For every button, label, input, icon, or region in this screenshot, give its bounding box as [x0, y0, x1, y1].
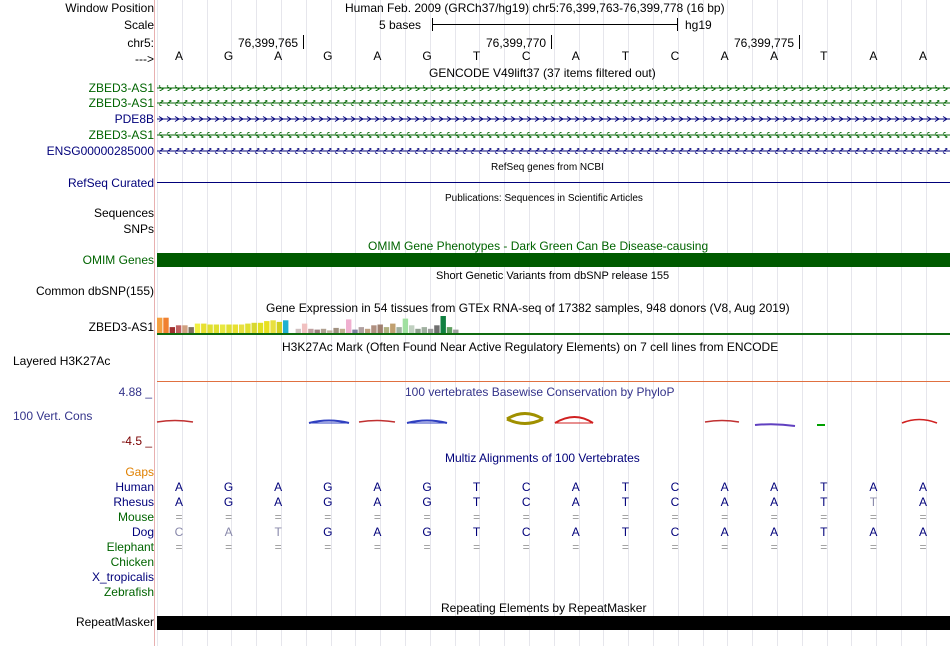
- alignment-base-rhesus: A: [720, 495, 729, 509]
- ref-base: A: [373, 49, 382, 63]
- alignment-base-elephant: =: [175, 540, 183, 554]
- alignment-base-mouse: =: [473, 510, 481, 524]
- alignment-base-human: A: [918, 480, 927, 494]
- species-label-chicken[interactable]: Chicken: [110, 555, 154, 569]
- alignment-base-mouse: =: [225, 510, 233, 524]
- alignment-base-rhesus: T: [820, 495, 828, 509]
- cons-track-label[interactable]: 100 Vert. Cons: [13, 409, 93, 423]
- alignment-base-mouse: =: [919, 510, 927, 524]
- cons-mark-8: [755, 424, 795, 426]
- alignment-base-rhesus: A: [174, 495, 183, 509]
- gtex-tissue-bar[interactable]: [182, 325, 187, 333]
- alignment-base-mouse: =: [175, 510, 183, 524]
- species-label-mouse[interactable]: Mouse: [117, 510, 154, 524]
- alignment-base-rhesus: A: [770, 495, 779, 509]
- repeatmasker-bar[interactable]: [157, 616, 950, 630]
- gtex-tissue-bar[interactable]: [233, 325, 238, 334]
- ref-base: A: [720, 49, 729, 63]
- cons-mark-2: [309, 421, 349, 424]
- chrom-label: chr5:: [127, 36, 154, 50]
- alignment-base-human: G: [323, 480, 333, 494]
- refseq-track-label[interactable]: RefSeq Curated: [67, 176, 154, 190]
- alignment-base-rhesus: A: [918, 495, 927, 509]
- gtex-tissue-bar[interactable]: [403, 319, 408, 333]
- alignment-base-dog: C: [521, 525, 531, 539]
- gencode-gene-arrows[interactable]: [157, 80, 950, 160]
- gtex-tissue-bar[interactable]: [270, 320, 275, 333]
- gtex-tissue-bar[interactable]: [239, 325, 244, 334]
- gaps-label[interactable]: Gaps: [125, 465, 154, 479]
- gtex-baseline: [157, 333, 950, 335]
- label-separator: [154, 0, 155, 646]
- alignment-base-mouse: =: [373, 510, 381, 524]
- gencode-item-label-1[interactable]: ZBED3-AS1: [88, 81, 154, 95]
- alignment-base-dog: A: [770, 525, 779, 539]
- alignment-base-rhesus: G: [223, 495, 234, 509]
- alignment-base-rhesus: A: [571, 495, 580, 509]
- alignment-base-dog: A: [720, 525, 729, 539]
- alignment-base-mouse: =: [820, 510, 828, 524]
- alignment-base-human: T: [472, 480, 481, 494]
- alignment-base-human: T: [621, 480, 630, 494]
- alignment-base-rhesus: A: [274, 495, 283, 509]
- alignment-base-elephant: =: [373, 540, 381, 554]
- gtex-track-label[interactable]: ZBED3-AS1: [88, 320, 154, 334]
- scale-bar-text: 5 bases: [379, 18, 422, 32]
- gtex-tissue-bar[interactable]: [441, 316, 446, 333]
- alignment-base-human: A: [274, 480, 283, 494]
- cons-mark-3: [359, 421, 395, 423]
- alignment-base-dog: G: [323, 525, 333, 539]
- ref-base: A: [918, 49, 927, 63]
- alignment-base-elephant: =: [225, 540, 233, 554]
- alignment-base-elephant: =: [324, 540, 332, 554]
- ref-base: A: [174, 49, 183, 63]
- cons-mark-5: [507, 414, 543, 424]
- alignment-base-human: A: [174, 480, 183, 494]
- publications-track-title: Publications: Sequences in Scientific Articles: [445, 193, 643, 204]
- gtex-tissue-bar[interactable]: [195, 324, 200, 333]
- gtex-tissue-bar[interactable]: [258, 323, 263, 333]
- coord-tick-3: [799, 35, 800, 49]
- snps-track-label[interactable]: SNPs: [123, 222, 154, 236]
- h3k27ac-track-title: H3K27Ac Mark (Often Found Near Active Regulatory Elements) on 7 cell lines from ENCODE: [282, 340, 779, 354]
- species-label-dog[interactable]: Dog: [131, 525, 154, 539]
- gtex-tissue-bar[interactable]: [252, 323, 257, 333]
- alignment-base-dog: G: [422, 525, 432, 539]
- cons-mark-10: [902, 420, 937, 424]
- gencode-gene-3[interactable]: [157, 116, 950, 122]
- ref-base: T: [621, 49, 630, 63]
- ref-base: A: [274, 49, 283, 63]
- multiz-track-title: Multiz Alignments of 100 Vertebrates: [445, 451, 640, 465]
- gtex-tissue-bar[interactable]: [283, 320, 288, 333]
- omim-track-title: OMIM Gene Phenotypes - Dark Green Can Be Disease-causing: [368, 239, 709, 253]
- cons-mark-4: [407, 421, 447, 424]
- gtex-tissue-bar[interactable]: [214, 325, 219, 334]
- alignment-base-human: A: [770, 480, 779, 494]
- gtex-track-title: Gene Expression in 54 tissues from GTEx RNA-seq of 17382 samples, 948 donors (V8, Aug 2019): [266, 301, 790, 315]
- coord-tick-2: [551, 35, 552, 49]
- alignment-base-dog: A: [571, 525, 580, 539]
- gtex-tissue-bar[interactable]: [390, 324, 395, 333]
- alignment-base-rhesus: C: [521, 495, 531, 509]
- alignment-base-dog: T: [274, 525, 282, 539]
- gtex-tissue-bar[interactable]: [434, 325, 439, 333]
- cons-mark-1: [157, 421, 193, 423]
- gtex-tissue-bar[interactable]: [157, 318, 162, 333]
- coord-tick-1: [303, 35, 304, 49]
- alignment-base-human: T: [820, 480, 828, 494]
- cons-ymin-label: -4.5 _: [121, 434, 152, 448]
- alignment-base-rhesus: C: [670, 495, 680, 509]
- gencode-gene-5[interactable]: [157, 148, 950, 154]
- alignment-base-human: A: [373, 480, 382, 494]
- gencode-item-label-3[interactable]: PDE8B: [114, 112, 154, 126]
- alignment-base-rhesus: A: [373, 495, 382, 509]
- refseq-track-title: RefSeq genes from NCBI: [491, 162, 604, 173]
- gencode-item-label-2[interactable]: ZBED3-AS1: [88, 96, 154, 110]
- alignment-base-human: A: [869, 480, 878, 494]
- alignment-base-rhesus: G: [422, 495, 432, 509]
- alignment-base-elephant: =: [869, 540, 877, 554]
- alignment-base-dog: A: [373, 525, 382, 539]
- alignment-base-mouse: =: [423, 510, 431, 524]
- alignment-base-elephant: =: [820, 540, 828, 554]
- scale-bar-left-tick: [432, 18, 433, 31]
- alignment-base-mouse: =: [274, 510, 282, 524]
- alignment-base-elephant: =: [423, 540, 431, 554]
- ref-base: C: [670, 49, 680, 63]
- ref-base: T: [820, 49, 828, 63]
- gtex-tissue-bar[interactable]: [277, 322, 282, 333]
- cons-mark-7: [705, 421, 739, 423]
- alignment-base-human: G: [422, 480, 432, 494]
- alignment-base-elephant: =: [522, 540, 530, 554]
- gtex-tissue-bar[interactable]: [176, 325, 181, 333]
- coord-label-2: 76,399,770: [486, 36, 547, 50]
- alignment-base-human: C: [670, 480, 680, 494]
- dbsnp-track-title: Short Genetic Variants from dbSNP release 155: [436, 270, 670, 282]
- alignment-base-rhesus: T: [472, 495, 481, 509]
- alignment-base-mouse: =: [770, 510, 778, 524]
- alignment-base-dog: A: [224, 525, 233, 539]
- window-position-label: Window Position: [65, 1, 154, 15]
- scale-bar-line: [432, 24, 677, 25]
- repeatmasker-track-title: Repeating Elements by RepeatMasker: [441, 601, 647, 615]
- ref-base: G: [323, 49, 333, 63]
- alignment-base-human: C: [521, 480, 531, 494]
- scale-label: Scale: [123, 18, 154, 32]
- gtex-tissue-bar[interactable]: [264, 321, 269, 333]
- ref-base: G: [422, 49, 432, 63]
- cons-ymax-label: 4.88 _: [118, 385, 152, 399]
- alignment-base-dog: A: [869, 525, 878, 539]
- sequences-track-label[interactable]: Sequences: [93, 206, 154, 220]
- repeatmasker-track-label[interactable]: RepeatMasker: [75, 615, 154, 629]
- alignment-base-mouse: =: [869, 510, 877, 524]
- alignment-base-dog: A: [918, 525, 927, 539]
- alignment-base-elephant: =: [473, 540, 481, 554]
- alignment-base-mouse: =: [721, 510, 729, 524]
- ref-base: G: [223, 49, 234, 63]
- gtex-tissue-bar[interactable]: [371, 325, 376, 333]
- alignment-base-elephant: =: [621, 540, 629, 554]
- gtex-tissue-bar[interactable]: [302, 324, 307, 333]
- alignment-base-mouse: =: [522, 510, 530, 524]
- dbsnp-track-label[interactable]: Common dbSNP(155): [35, 284, 154, 298]
- gtex-tissue-bar[interactable]: [207, 325, 212, 334]
- gtex-tissue-bar[interactable]: [378, 325, 383, 334]
- species-label-zebrafish[interactable]: Zebrafish: [103, 585, 154, 599]
- gencode-gene-4[interactable]: [157, 132, 950, 138]
- coord-label-1: 76,399,765: [238, 36, 299, 50]
- ref-base: A: [770, 49, 779, 63]
- alignment-base-elephant: =: [770, 540, 778, 554]
- ref-base: C: [521, 49, 531, 63]
- alignment-base-rhesus: T: [621, 495, 630, 509]
- gtex-tissue-bar[interactable]: [163, 318, 168, 333]
- alignment-base-rhesus: G: [323, 495, 333, 509]
- gtex-tissue-bar[interactable]: [201, 324, 206, 333]
- ref-base: T: [472, 49, 481, 63]
- gtex-tissue-bar[interactable]: [220, 325, 225, 334]
- cons-track-title: 100 vertebrates Basewise Conservation by PhyloP: [405, 385, 675, 399]
- alignment-base-mouse: =: [671, 510, 679, 524]
- cons-mark-6: [555, 417, 593, 423]
- species-label-xtropicalis[interactable]: X_tropicalis: [91, 570, 154, 584]
- gtex-tissue-bar[interactable]: [346, 319, 351, 333]
- alignment-base-mouse: =: [621, 510, 629, 524]
- gencode-gene-1[interactable]: [157, 85, 950, 91]
- gtex-tissue-bar[interactable]: [409, 325, 414, 333]
- track-data-area[interactable]: [157, 0, 950, 646]
- refseq-gene-line[interactable]: [157, 182, 950, 183]
- alignment-base-human: A: [571, 480, 580, 494]
- alignment-base-dog: T: [621, 525, 630, 539]
- omim-track-label[interactable]: OMIM Genes: [82, 253, 154, 267]
- gtex-tissue-bar[interactable]: [226, 325, 231, 334]
- species-label-rhesus[interactable]: Rhesus: [113, 495, 154, 509]
- alignment-base-elephant: =: [919, 540, 927, 554]
- alignment-base-dog: T: [820, 525, 828, 539]
- alignment-base-human: A: [720, 480, 729, 494]
- species-label-elephant[interactable]: Elephant: [106, 540, 154, 554]
- alignment-base-elephant: =: [274, 540, 282, 554]
- gtex-expression-bars[interactable]: [157, 314, 950, 334]
- gencode-gene-2[interactable]: [157, 100, 950, 106]
- scale-db-text: hg19: [685, 18, 712, 32]
- gencode-track-title: GENCODE V49lift37 (37 items filtered out): [429, 66, 656, 80]
- h3k27ac-track-label[interactable]: Layered H3K27Ac: [13, 354, 111, 368]
- track-labels-column: [0, 0, 154, 646]
- alignment-base-human: G: [223, 480, 234, 494]
- h3k27ac-signal-line: [157, 381, 950, 382]
- alignment-base-dog: C: [174, 525, 184, 539]
- cons-signal-plot[interactable]: [157, 405, 950, 445]
- gtex-tissue-bar[interactable]: [245, 324, 250, 333]
- alignment-base-mouse: =: [572, 510, 580, 524]
- alignment-base-mouse: =: [324, 510, 332, 524]
- alignment-base-elephant: =: [671, 540, 679, 554]
- alignment-base-dog: C: [670, 525, 680, 539]
- scale-bar-right-tick: [677, 18, 678, 31]
- alignment-base-elephant: =: [721, 540, 729, 554]
- alignment-base-dog: T: [472, 525, 481, 539]
- ref-base: A: [571, 49, 580, 63]
- alignment-base-elephant: =: [572, 540, 580, 554]
- coord-label-3: 76,399,775: [734, 36, 795, 50]
- ref-base: A: [869, 49, 878, 63]
- gencode-item-label-5[interactable]: ENSG00000285000: [46, 144, 154, 158]
- species-label-human[interactable]: Human: [115, 480, 154, 494]
- gencode-item-label-4[interactable]: ZBED3-AS1: [88, 128, 154, 142]
- alignment-base-rhesus: T: [869, 495, 878, 509]
- omim-gene-bar[interactable]: [157, 253, 950, 267]
- strand-label: --->: [135, 52, 154, 66]
- window-position-text: Human Feb. 2009 (GRCh37/hg19) chr5:76,399,763-76,399,778 (16 bp): [345, 1, 725, 15]
